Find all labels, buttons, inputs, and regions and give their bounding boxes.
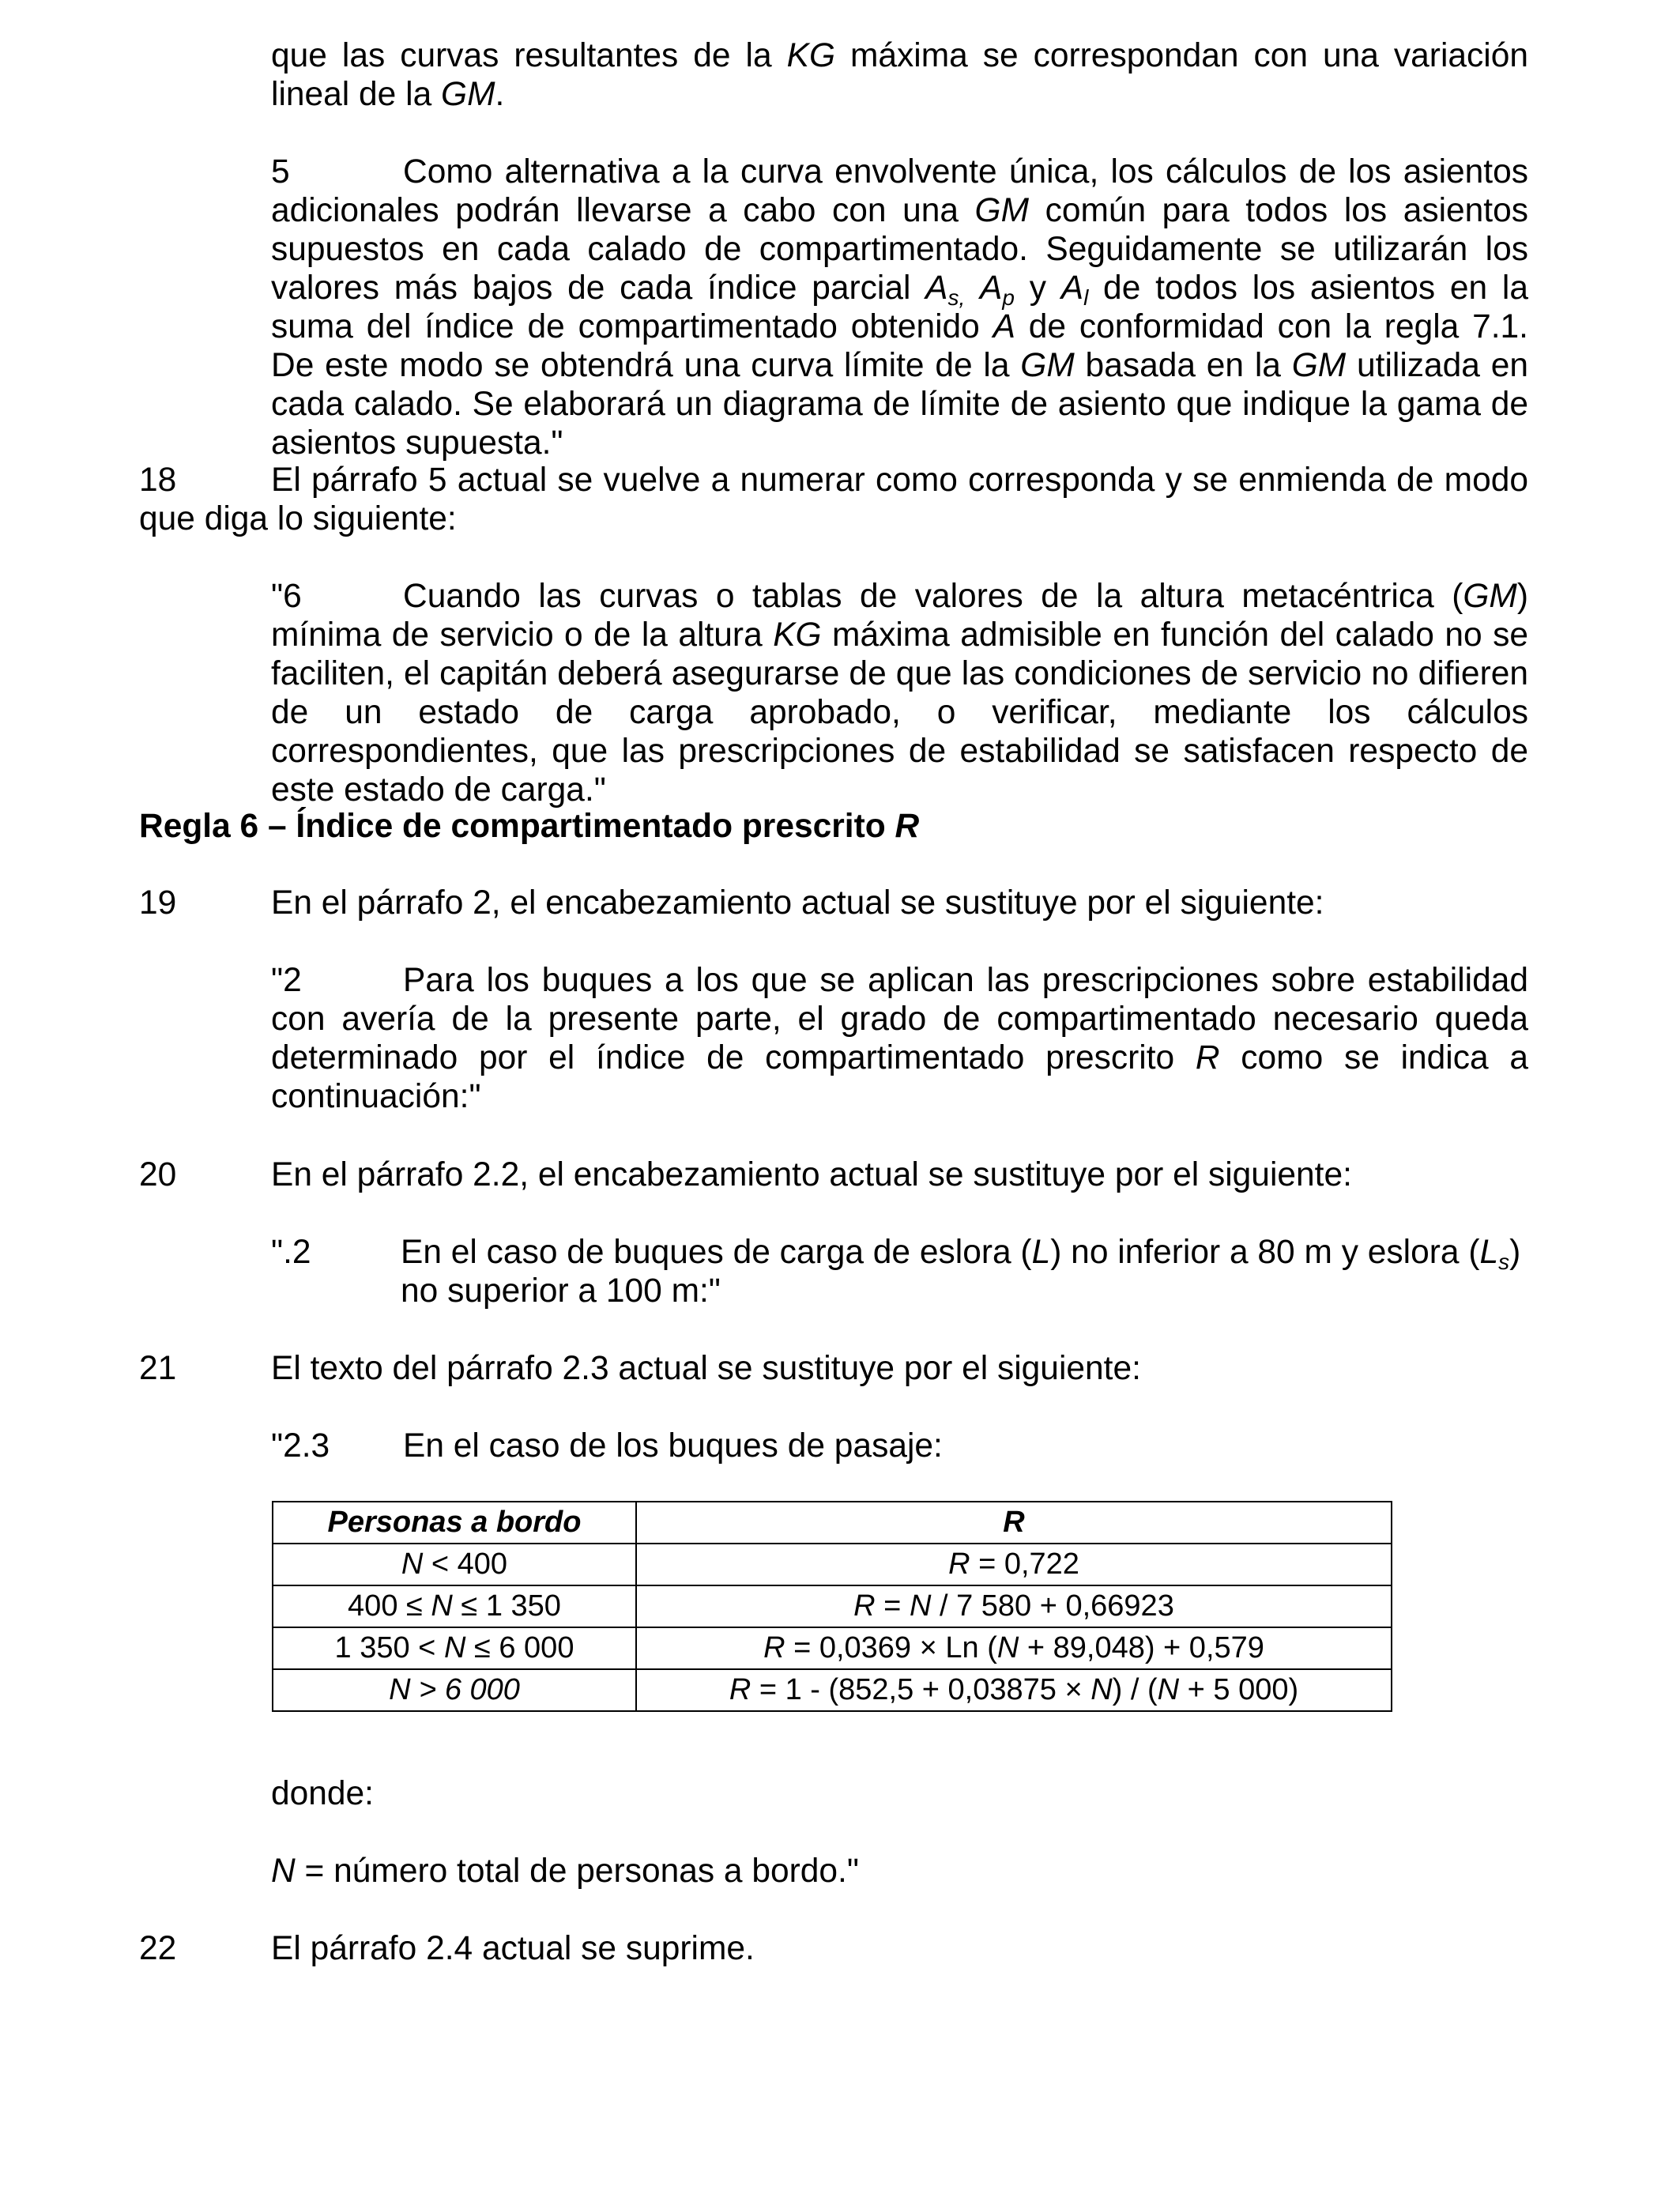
persons-cell: 1 350 < N ≤ 6 000 xyxy=(273,1627,636,1669)
paragraph-6 xyxy=(271,577,1528,809)
item-number: 20 xyxy=(139,1156,177,1193)
symbol-as: $A_{s,}$ xyxy=(925,270,966,310)
paragraph-text: de conformidad con la regla 7.1. De este modo se obtendrá una curva límite de la xyxy=(271,308,1528,384)
persons-cell: 400 ≤ N ≤ 1 350 xyxy=(273,1585,636,1627)
paragraph-text: ) no inferior a 80 m y eslora ( xyxy=(1050,1234,1480,1271)
symbol-gm: GM xyxy=(974,192,1030,229)
item-number: 18 xyxy=(139,462,177,499)
paragraph-number: 5 xyxy=(271,153,290,190)
item-text: El texto del párrafo 2.3 actual se sustituye por el siguiente: xyxy=(271,1350,1141,1387)
paragraph-text: Para los buques a los que se aplican las prescripciones sobre estabilidad con avería de la presente parte, el grado de compartimentado necesario queda determinado por el índice de compartimentado prescrito xyxy=(271,962,1528,1076)
item-number: 21 xyxy=(139,1350,177,1387)
donde-label: donde: xyxy=(271,1775,374,1812)
persons-cell: N < 400 xyxy=(273,1544,636,1585)
table-row xyxy=(273,1627,1392,1669)
paragraph-text: Como alternativa a la curva envolvente única, los cálculos de los asientos adicionales podrán llevarse a cabo con una xyxy=(271,153,1528,229)
paragraph-text: utilizada en cada calado. Se elaborará un diagrama de límite de asiento que indique la gama de asientos supuesta." xyxy=(271,347,1528,462)
symbol-gm: GM xyxy=(1463,578,1517,615)
continuation-text: que las curvas resultantes de la KG máxima se correspondan con una variación lineal de la GM. xyxy=(271,37,1528,113)
paragraph-number: ".2 xyxy=(271,1234,311,1271)
n-definition: N = número total de personas a bordo." xyxy=(271,1853,859,1890)
table-row xyxy=(273,1669,1392,1711)
paragraph-text: como se indica a continuación:" xyxy=(271,1039,1528,1115)
symbol-r: R xyxy=(1195,1039,1220,1076)
item-22 xyxy=(139,1929,1528,1968)
item-21 xyxy=(139,1349,1528,1388)
paragraph-number: "6 xyxy=(271,578,302,615)
symbol-l: L xyxy=(1031,1234,1051,1271)
continuation-paragraph xyxy=(271,36,1528,114)
section-heading xyxy=(139,807,1528,846)
symbol-a: A xyxy=(993,308,1015,345)
table-row xyxy=(273,1585,1392,1627)
paragraph-text: común para todos los asientos supuestos en cada calado de compartimentado. Seguidamente se utilizarán los valores más bajos de cada índice parcial xyxy=(271,192,1529,307)
item-number: 22 xyxy=(139,1930,177,1967)
paragraph-2-3 xyxy=(271,1427,1528,1465)
heading-text: Regla 6 – Índice de compartimentado prescrito xyxy=(139,808,895,845)
r-index-table xyxy=(272,1501,1392,1712)
paragraph-text: basada en la xyxy=(1074,347,1292,384)
item-text: El párrafo 2.4 actual se suprime. xyxy=(271,1930,755,1967)
paragraph-text: Cuando las curvas o tablas de valores de la altura metacéntrica ( xyxy=(403,578,1463,615)
paragraph-text: de todos los asientos en la suma del índice de compartimentado obtenido xyxy=(271,270,1528,345)
symbol-r: R xyxy=(895,808,920,845)
item-text: El párrafo 5 actual se vuelve a numerar como corresponda y se enmienda de modo que diga lo siguiente: xyxy=(139,462,1528,537)
paragraph-5 xyxy=(271,153,1528,462)
item-text: En el párrafo 2.2, el encabezamiento actual se sustituye por el siguiente: xyxy=(271,1156,1352,1193)
paragraph-number: "2.3 xyxy=(271,1427,330,1465)
symbol-gm: GM xyxy=(1020,347,1075,384)
table-header: Personas a bordo xyxy=(273,1502,636,1544)
persons-cell: N > 6 000 xyxy=(273,1669,636,1711)
paragraph-text: En el caso de buques de carga de eslora ( xyxy=(401,1234,1032,1271)
r-formula-cell: R = N / 7 580 + 0,66923 xyxy=(636,1585,1392,1627)
paragraph-2-2 xyxy=(401,1233,1528,1310)
symbol-kg: KG xyxy=(773,616,822,654)
paragraph-text: ) xyxy=(1509,1234,1521,1271)
r-formula-cell: R = 0,722 xyxy=(636,1544,1392,1585)
symbol-al: $A_l$ xyxy=(1060,270,1089,310)
item-20 xyxy=(139,1155,1528,1194)
item-19 xyxy=(139,884,1528,922)
r-formula-cell: R = 1 - (852,5 + 0,03875 × N) / (N + 5 000) xyxy=(636,1669,1392,1711)
paragraph-text: máxima admisible en función del calado no se faciliten, el capitán deberá asegurarse de que las condiciones de servicio no difieren de un estado de carga aprobado, o verificar, mediante los cálculos correspondientes, que las prescripciones de estabilidad se satisfacen respecto de este estado de carga." xyxy=(271,616,1528,809)
paragraph-text: no superior a 100 m:" xyxy=(401,1272,721,1310)
table-header-row xyxy=(273,1502,1392,1544)
paragraph-number: "2 xyxy=(271,962,302,999)
paragraph-text: En el caso de los buques de pasaje: xyxy=(403,1427,943,1465)
item-number: 19 xyxy=(139,884,177,922)
paragraph-text: y xyxy=(1014,270,1061,307)
table-row xyxy=(273,1544,1392,1585)
item-text: En el párrafo 2, el encabezamiento actual se sustituye por el siguiente: xyxy=(271,884,1324,922)
symbol-gm: GM xyxy=(1291,347,1347,384)
paragraph-2 xyxy=(271,961,1528,1116)
symbol-ls: $L_s$ xyxy=(1479,1234,1510,1274)
item-18 xyxy=(139,461,1528,538)
table-header: R xyxy=(636,1502,1392,1544)
r-formula-cell: R = 0,0369 × Ln (N + 89,048) + 0,579 xyxy=(636,1627,1392,1669)
symbol-ap: $A_p$ xyxy=(980,270,1015,310)
paragraph-text: ) mínima de servicio o de la altura xyxy=(271,578,1528,654)
symbol-n: N xyxy=(271,1853,296,1890)
